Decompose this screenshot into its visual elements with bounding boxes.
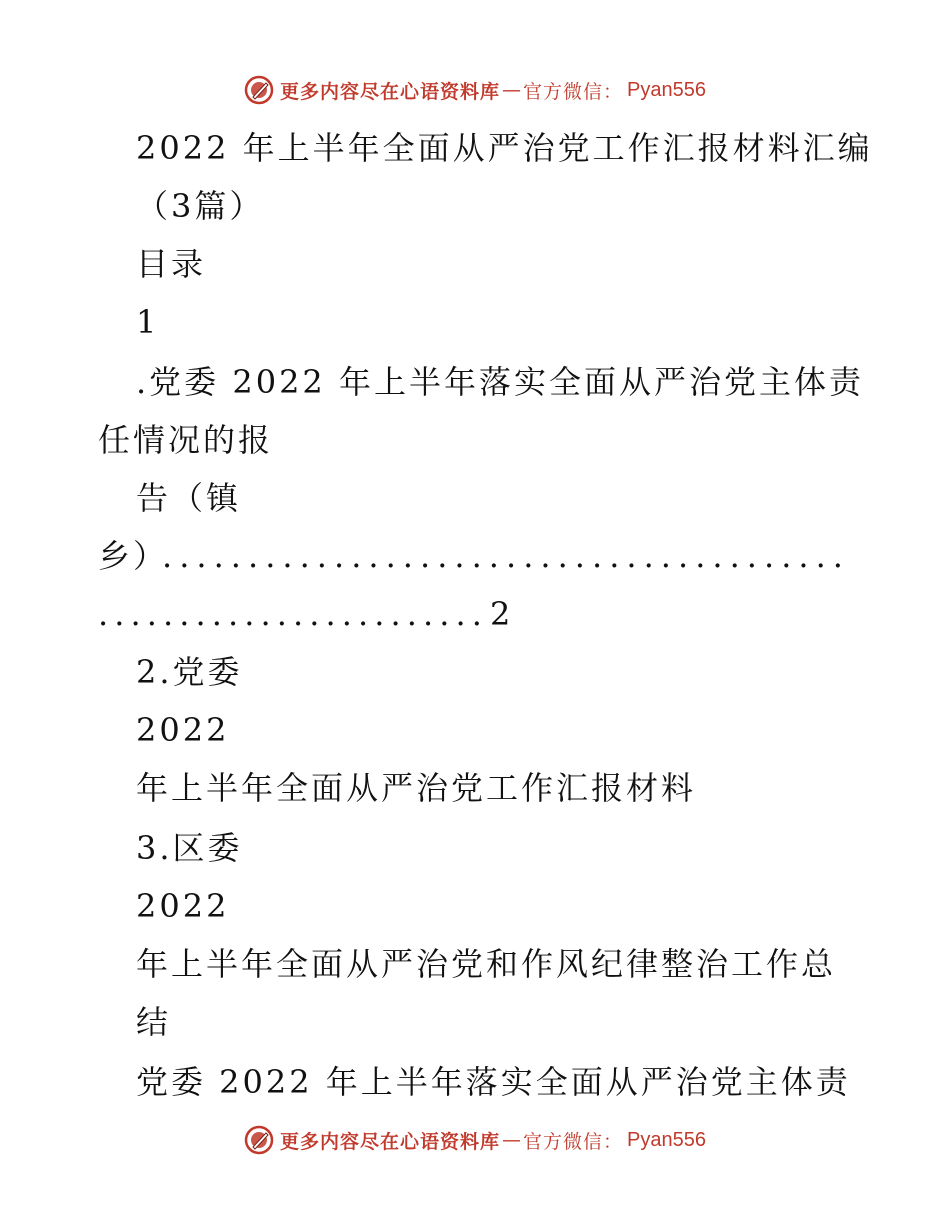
- toc-heading: 目录: [136, 245, 207, 283]
- toc-item1-line3: 告（镇: [136, 479, 242, 517]
- banner-wechat-label: 官方微信：: [523, 80, 624, 103]
- banner-dash: —: [502, 79, 522, 101]
- banner-wechat-id: Pyan556: [627, 78, 706, 101]
- toc-item1-leader-dots2: ........................: [98, 595, 488, 633]
- toc-item1-number: 1: [136, 303, 160, 341]
- banner-dash: —: [502, 1129, 522, 1151]
- toc-item2-line1: 2.党委: [136, 653, 243, 691]
- toc-item3-line2: 2022: [136, 887, 230, 925]
- toc-item3-line1: 3.区委: [136, 829, 243, 867]
- doc-title-line1: 2022 年上半年全面从严治党工作汇报材料汇编: [136, 129, 873, 167]
- toc-item1-line1: .党委 2022 年上半年落实全面从严治党主体责: [136, 363, 864, 401]
- body-line1: 党委 2022 年上半年落实全面从严治党主体责: [136, 1063, 851, 1101]
- toc-item2-line2: 2022: [136, 711, 230, 749]
- toc-item1-line4: 乡）: [98, 537, 169, 575]
- banner-slogan: 更多内容尽在心语资料库: [280, 1130, 501, 1153]
- toc-item1-leader-dots1: ........................................: [162, 537, 850, 575]
- footer-banner: [0, 1120, 950, 1160]
- header-banner: [0, 70, 950, 110]
- toc-item1-page: 2: [490, 595, 514, 633]
- banner-slogan: 更多内容尽在心语资料库: [280, 80, 501, 103]
- toc-item3-line3: 年上半年全面从严治党和作风纪律整治工作总: [136, 945, 837, 983]
- banner-wechat-label: 官方微信：: [523, 1130, 624, 1153]
- doc-title-line2: （3篇）: [136, 187, 265, 225]
- pen-logo-icon: [244, 1125, 274, 1155]
- toc-item1-line2: 任情况的报: [98, 421, 274, 459]
- banner-wechat-id: Pyan556: [627, 1128, 706, 1151]
- pen-logo-icon: [244, 75, 274, 105]
- toc-item2-line3: 年上半年全面从严治党工作汇报材料: [136, 769, 697, 807]
- toc-item3-line4: 结: [136, 1003, 172, 1041]
